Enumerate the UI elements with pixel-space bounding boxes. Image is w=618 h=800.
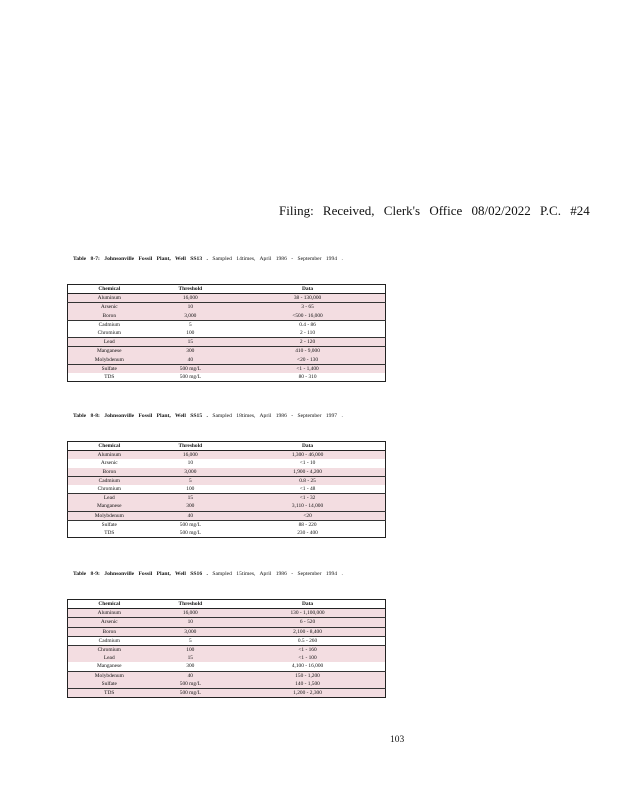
column-header-threshold: Threshold [151,285,231,294]
cell-chemical: Manganese [68,347,151,356]
cell-chemical: Lead [68,338,151,347]
table-row [68,627,386,636]
data-table [67,441,386,538]
table-row [68,303,386,312]
cell-data: 0.5 - 260 [230,636,385,645]
cell-chemical: TDS [68,689,151,698]
column-header-chemical: Chemical [68,442,151,451]
cell-data: 38 - 130,000 [293,295,322,302]
table-row [68,646,386,655]
cell-threshold: 500 mg/L [151,373,231,382]
cell-chemical: Molybdenum [68,671,151,680]
cell-data: <20 - 130 [297,356,319,363]
table-caption [73,570,373,578]
cell-threshold: 10 [151,618,231,627]
table-row [68,485,386,494]
cell-chemical: Sulfate [68,364,151,373]
cell-threshold: 16,000 [182,295,198,302]
cell-data: <1 - 48 [299,486,316,493]
table-row [68,373,386,382]
table-row [68,511,386,520]
cell-chemical: Lead [68,494,151,503]
cell-threshold: 40 [187,356,194,363]
cell-data: 230 - 400 [230,529,385,538]
column-header-chemical: Chemical [68,600,151,609]
table-row [68,294,386,303]
table-row [68,451,386,460]
cell-data: 1,900 - 4,200 [293,468,322,475]
cell-threshold: 15 [151,338,231,347]
cell-data: 2 - 110 [300,330,316,337]
table-row [68,459,386,467]
cell-chemical: Cadmium [68,476,151,485]
table-row [68,312,386,321]
cell-threshold: 500 mg/L [179,680,201,687]
cell-chemical: Sulfate [68,520,151,529]
column-header-data: Data [230,600,385,609]
cell-data: <1 - 10 [299,460,316,467]
data-table [67,284,386,382]
cell-data: 140 - 1,500 [295,680,320,687]
cell-threshold: 5 [151,636,231,645]
cell-chemical: Sulfate [101,680,117,687]
cell-chemical: Lead [103,655,115,662]
cell-chemical: Manganese [97,503,122,510]
cell-chemical: TDS [68,373,151,382]
cell-chemical: Molybdenum [94,356,124,363]
table-row [68,636,386,645]
cell-threshold: 40 [151,511,231,520]
caption-detail: Sampled 14times, April 1986 - September 1994 . [212,256,343,262]
cell-data: 6 - 520 [230,618,385,627]
cell-chemical: Arsenic [100,460,118,467]
table-row [68,689,386,698]
cell-threshold: 5 [151,476,231,485]
cell-chemical: Aluminum [97,610,121,617]
cell-data: 0.4 - 86 [230,320,385,329]
cell-data: 130 - 1,100,000 [290,610,325,617]
cell-chemical: Chromium [97,330,121,337]
cell-chemical: Boron [102,468,117,475]
table-row [68,609,386,618]
column-header-threshold: Threshold [151,442,231,451]
table-row [68,347,386,356]
column-header-data: Data [230,285,385,294]
table-row [68,476,386,485]
cell-threshold: 5 [151,320,231,329]
table-row [68,329,386,338]
table-row [68,468,386,477]
column-header-chemical: Chemical [68,285,151,294]
cell-threshold: 16,000 [182,610,198,617]
cell-chemical: Boron [68,627,151,636]
cell-threshold: 10 [187,460,194,467]
table-row [68,671,386,680]
cell-data: 150 - 1,200 [230,671,385,680]
cell-data: 3 - 65 [230,303,385,312]
table-row [68,338,386,347]
data-table [67,599,386,698]
table-row [68,520,386,529]
table-row [68,529,386,538]
table-caption [73,255,373,263]
cell-chemical: Aluminum [97,295,121,302]
caption-title: Table 8-9: Johnsonville Fossil Plant, Well SS16 . [73,571,208,577]
cell-threshold: 100 [186,330,195,337]
table-row [68,356,386,365]
cell-threshold: 500 mg/L [151,364,231,373]
cell-data: <20 [230,511,385,520]
table-row [68,364,386,373]
cell-threshold: 300 [186,663,195,670]
page-number: 103 [390,735,405,745]
cell-data: 0.8 - 25 [230,476,385,485]
cell-data: <1 - 160 [230,646,385,655]
cell-data: 80 - 310 [230,373,385,382]
caption-detail: Sampled 15times, April 1986 - September 1994 . [212,571,343,577]
cell-chemical: Chromium [97,486,121,493]
cell-threshold: 3,000 [184,312,197,319]
caption-title: Table 8-7: Johnsonville Fossil Plant, Well SS13 . [73,256,208,262]
cell-chemical: Cadmium [68,320,151,329]
cell-data: 1,200 - 2,300 [230,689,385,698]
cell-chemical: Aluminum [97,452,121,459]
table-caption [73,412,373,420]
cell-threshold: 300 [151,347,231,356]
cell-data: <1 - 32 [230,494,385,503]
cell-threshold: 40 [151,671,231,680]
cell-threshold: 500 mg/L [151,689,231,698]
cell-data: <1 - 100 [298,655,317,662]
table-row [68,654,386,662]
cell-chemical: Cadmium [68,636,151,645]
cell-threshold: 100 [186,486,195,493]
cell-data: <500 - 16,000 [292,312,323,319]
table-row [68,662,386,671]
cell-threshold: 15 [151,494,231,503]
table-row [68,494,386,503]
cell-threshold: 3,000 [151,627,231,636]
cell-threshold: 10 [151,303,231,312]
cell-chemical: Molybdenum [68,511,151,520]
table-row [68,618,386,627]
column-header-data: Data [230,442,385,451]
cell-data: 1,300 - 46,000 [291,452,324,459]
cell-threshold: 300 [186,503,195,510]
cell-data: 4,100 - 16,000 [291,663,324,670]
cell-chemical: Manganese [96,663,122,670]
cell-threshold: 16,000 [182,452,198,459]
caption-title: Table 8-8: Johnsonville Fossil Plant, Well SS15 . [73,413,208,419]
cell-chemical: Arsenic [68,303,151,312]
cell-threshold: 15 [187,655,193,662]
cell-data: 3,110 - 14,000 [291,503,324,510]
cell-threshold: 3,000 [184,468,197,475]
cell-chemical: Boron [102,312,117,319]
caption-detail: Sampled 18times, April 1986 - September 1997 . [212,413,343,419]
cell-threshold: 500 mg/L [151,529,231,538]
table-row [68,680,386,689]
column-header-threshold: Threshold [151,600,231,609]
cell-chemical: Chromium [68,646,151,655]
cell-data: 2 - 120 [230,338,385,347]
filing-stamp: Filing: Received, Clerk's Office 08/02/2022 P.C. #24 [279,203,590,218]
cell-chemical: Arsenic [68,618,151,627]
cell-data: <1 - 1,400 [230,364,385,373]
cell-data: 410 - 9,000 [230,347,385,356]
cell-threshold: 500 mg/L [151,520,231,529]
cell-threshold: 100 [151,646,231,655]
cell-data: 88 - 220 [230,520,385,529]
cell-chemical: TDS [68,529,151,538]
table-row [68,320,386,329]
cell-data: 2,100 - 8,400 [230,627,385,636]
table-row [68,502,386,511]
